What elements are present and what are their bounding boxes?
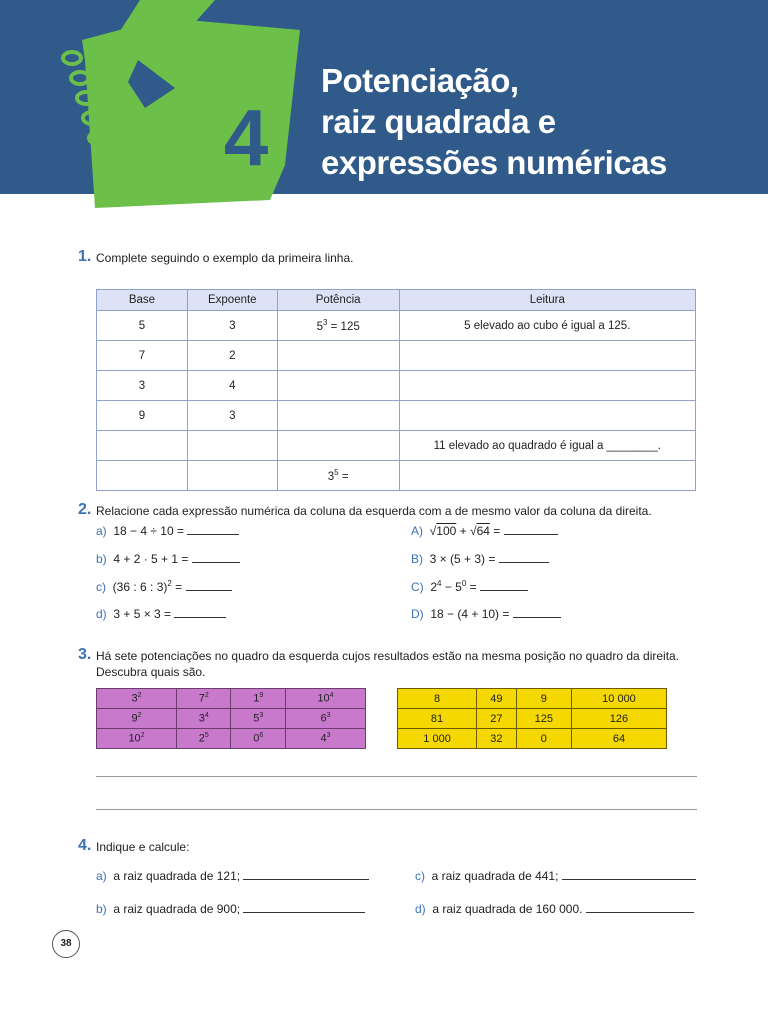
question-3-line-2: Descubra quais são.	[96, 665, 206, 679]
radicand-64: 64	[476, 524, 490, 538]
label-c: c)	[96, 580, 106, 594]
cell-base: 5	[97, 311, 188, 341]
plus-sign: +	[456, 524, 470, 538]
power-exponent: 4	[329, 692, 334, 700]
expression-c-equals: =	[171, 580, 183, 594]
cell-reading[interactable]	[399, 461, 695, 491]
cell-base[interactable]	[97, 461, 188, 491]
expression-C-equals: =	[466, 580, 477, 594]
power-base: 3	[198, 712, 205, 725]
power-cell[interactable]	[285, 709, 365, 729]
power-base: 9	[131, 712, 138, 725]
table-row	[97, 401, 696, 431]
expression-A-equals: =	[489, 524, 501, 538]
table-header-row	[97, 290, 696, 311]
power-cell[interactable]	[97, 689, 177, 709]
label-b: b)	[96, 552, 107, 566]
header-exponent: Expoente	[187, 290, 277, 311]
result-cell[interactable]: 49	[477, 689, 517, 709]
expression-A	[411, 524, 558, 538]
grid-row	[97, 709, 366, 729]
cell-base: 3	[97, 371, 188, 401]
cell-base: 7	[97, 341, 188, 371]
answer-line[interactable]	[96, 776, 697, 777]
cell-exponent: 3	[187, 401, 277, 431]
power-base: 5	[316, 320, 323, 333]
cell-exponent: 2	[187, 341, 277, 371]
result-cell[interactable]: 8	[398, 689, 477, 709]
power-base: 6	[320, 712, 327, 725]
sqrt-icon: √	[429, 524, 437, 538]
table-row	[97, 371, 696, 401]
power-base: 3	[327, 470, 335, 483]
cell-power[interactable]	[277, 431, 399, 461]
results-grid	[397, 688, 667, 749]
power-equals: =	[338, 470, 349, 483]
answer-blank[interactable]	[513, 607, 561, 618]
question-2-text: Relacione cada expressão numérica da coluna da esquerda com a de mesmo valor da coluna da direita.	[96, 504, 652, 518]
question-3-line-1: Há sete potenciações no quadro da esquerda cujos resultados estão na mesma posição no quadro da direita.	[96, 649, 680, 663]
label-4d: d)	[415, 902, 426, 916]
expression-C-base-2: − 5	[441, 580, 462, 594]
power-base: 0	[253, 732, 260, 745]
power-cell[interactable]	[285, 689, 365, 709]
expression-b	[96, 552, 240, 566]
power-base: 2	[198, 732, 205, 745]
cell-reading: 5 elevado ao cubo é igual a 125.	[399, 311, 695, 341]
answer-blank[interactable]	[562, 869, 696, 880]
answer-blank[interactable]	[174, 607, 226, 618]
power-exponent: 2	[137, 712, 142, 720]
result-cell[interactable]: 1 000	[398, 729, 477, 749]
result-cell[interactable]: 126	[571, 709, 666, 729]
title-line-3: expressões numéricas	[321, 144, 667, 181]
cell-base: 9	[97, 401, 188, 431]
label-B: B)	[411, 552, 423, 566]
item-c	[415, 869, 696, 883]
question-4-number: 4.	[78, 837, 92, 854]
label-a: a)	[96, 524, 107, 538]
item-d	[415, 902, 694, 916]
question-1-text: Complete seguindo o exemplo da primeira linha.	[96, 251, 354, 265]
answer-blank[interactable]	[187, 524, 239, 535]
cell-exponent[interactable]	[187, 461, 277, 491]
power-exponent: 2	[137, 692, 142, 700]
label-4c: c)	[415, 869, 425, 883]
sqrt-icon: √	[469, 524, 477, 538]
power-exponent: 9	[259, 692, 264, 700]
power-result: = 125	[327, 320, 360, 333]
result-cell[interactable]: 81	[398, 709, 477, 729]
cell-reading[interactable]	[399, 401, 695, 431]
power-exponent: 3	[322, 318, 328, 328]
title-line-1: Potenciação,	[321, 62, 519, 99]
cell-power[interactable]	[277, 341, 399, 371]
power-cell[interactable]	[285, 729, 365, 749]
power-exponent: 6	[259, 732, 264, 740]
power-base: 1	[253, 692, 260, 705]
cell-base[interactable]	[97, 431, 188, 461]
power-base: 3	[131, 692, 138, 705]
power-cell[interactable]	[97, 729, 177, 749]
expression-C	[411, 579, 528, 594]
cell-reading: 11 elevado ao quadrado é igual a ________.	[399, 431, 695, 461]
expression-c-exponent: 2	[167, 579, 172, 588]
power-exponent: 5	[204, 732, 209, 740]
result-cell[interactable]: 27	[477, 709, 517, 729]
expression-B-text: 3 × (5 + 3) =	[429, 552, 496, 566]
expression-d-text: 3 + 5 × 3 =	[113, 607, 172, 621]
expression-a-text: 18 − 4 ÷ 10 =	[113, 524, 184, 538]
power-table	[96, 289, 696, 491]
item-a-text: a raiz quadrada de 121;	[113, 869, 241, 883]
label-4b: b)	[96, 902, 107, 916]
answer-blank[interactable]	[504, 524, 558, 535]
power-exponent: 3	[326, 712, 331, 720]
expression-d	[96, 607, 226, 621]
question-3-text	[96, 648, 679, 680]
page-number: 38	[52, 930, 80, 958]
answer-blank[interactable]	[243, 902, 365, 913]
label-D: D)	[411, 607, 424, 621]
power-exponent: 2	[204, 692, 209, 700]
item-b-text: a raiz quadrada de 900;	[113, 902, 241, 916]
power-base: 4	[320, 732, 327, 745]
label-C: C)	[411, 580, 424, 594]
question-4-text: Indique e calcule:	[96, 840, 190, 854]
power-cell[interactable]	[177, 729, 231, 749]
power-exponent: 5	[334, 468, 339, 478]
expression-D	[411, 607, 561, 621]
result-cell[interactable]: 32	[477, 729, 517, 749]
label-d: d)	[96, 607, 107, 621]
answer-blank[interactable]	[243, 869, 369, 880]
power-base: 7	[198, 692, 205, 705]
grid-row	[398, 689, 667, 709]
item-b	[96, 902, 365, 916]
result-cell[interactable]: 9	[516, 689, 571, 709]
result-cell[interactable]: 0	[516, 729, 571, 749]
expression-D-text: 18 − (4 + 10) =	[430, 607, 510, 621]
power-exponent: 3	[326, 732, 331, 740]
grid-row	[97, 729, 366, 749]
power-cell[interactable]	[177, 689, 231, 709]
answer-blank[interactable]	[186, 580, 232, 591]
power-base: 10	[128, 732, 141, 745]
header-base: Base	[97, 290, 188, 311]
radicand-100: 100	[436, 524, 457, 538]
cell-power[interactable]	[277, 371, 399, 401]
label-4a: a)	[96, 869, 107, 883]
table-row	[97, 461, 696, 491]
table-row	[97, 431, 696, 461]
power-exponent: 4	[204, 712, 209, 720]
expression-B	[411, 552, 549, 566]
power-cell[interactable]	[231, 729, 285, 749]
header-reading: Leitura	[399, 290, 695, 311]
table-row	[97, 341, 696, 371]
power-cell[interactable]	[97, 709, 177, 729]
power-base: 10	[317, 692, 330, 705]
cell-reading[interactable]	[399, 371, 695, 401]
grid-row	[398, 709, 667, 729]
cell-exponent[interactable]	[187, 431, 277, 461]
result-cell[interactable]: 125	[516, 709, 571, 729]
question-3-number: 3.	[78, 646, 92, 663]
chapter-number: 4	[223, 93, 269, 182]
question-2-number: 2.	[78, 501, 92, 518]
power-cell[interactable]	[177, 709, 231, 729]
cell-power	[277, 461, 399, 491]
cell-exponent: 3	[187, 311, 277, 341]
expression-a	[96, 524, 239, 538]
power-base: 5	[253, 712, 260, 725]
expression-c	[96, 579, 232, 594]
answer-line[interactable]	[96, 809, 697, 810]
power-cell[interactable]	[231, 709, 285, 729]
question-1-number: 1.	[78, 248, 92, 265]
power-exponent: 2	[140, 732, 145, 740]
power-exponent: 3	[259, 712, 264, 720]
powers-grid	[96, 688, 366, 749]
cell-power[interactable]	[277, 401, 399, 431]
cell-exponent: 4	[187, 371, 277, 401]
expression-C-exp-1: 4	[437, 579, 442, 588]
chapter-title	[321, 60, 667, 183]
item-a	[96, 869, 369, 883]
expression-b-text: 4 + 2 · 5 + 1 =	[113, 552, 189, 566]
answer-blank[interactable]	[192, 552, 240, 563]
grid-row	[398, 729, 667, 749]
answer-blank[interactable]	[480, 580, 528, 591]
title-line-2: raiz quadrada e	[321, 103, 556, 140]
cell-reading[interactable]	[399, 341, 695, 371]
power-cell[interactable]	[231, 689, 285, 709]
result-cell[interactable]: 64	[571, 729, 666, 749]
cell-power	[277, 311, 399, 341]
label-A: A)	[411, 524, 423, 538]
item-d-text: a raiz quadrada de 160 000.	[432, 902, 583, 916]
expression-c-text: (36 : 6 : 3)	[112, 580, 168, 594]
table-row	[97, 311, 696, 341]
result-cell[interactable]: 10 000	[571, 689, 666, 709]
grid-row	[97, 689, 366, 709]
header-power: Potência	[277, 290, 399, 311]
item-c-text: a raiz quadrada de 441;	[431, 869, 559, 883]
answer-blank[interactable]	[586, 902, 694, 913]
answer-blank[interactable]	[499, 552, 549, 563]
expression-C-base-1: 2	[430, 580, 438, 594]
expression-C-exp-2: 0	[461, 579, 467, 588]
